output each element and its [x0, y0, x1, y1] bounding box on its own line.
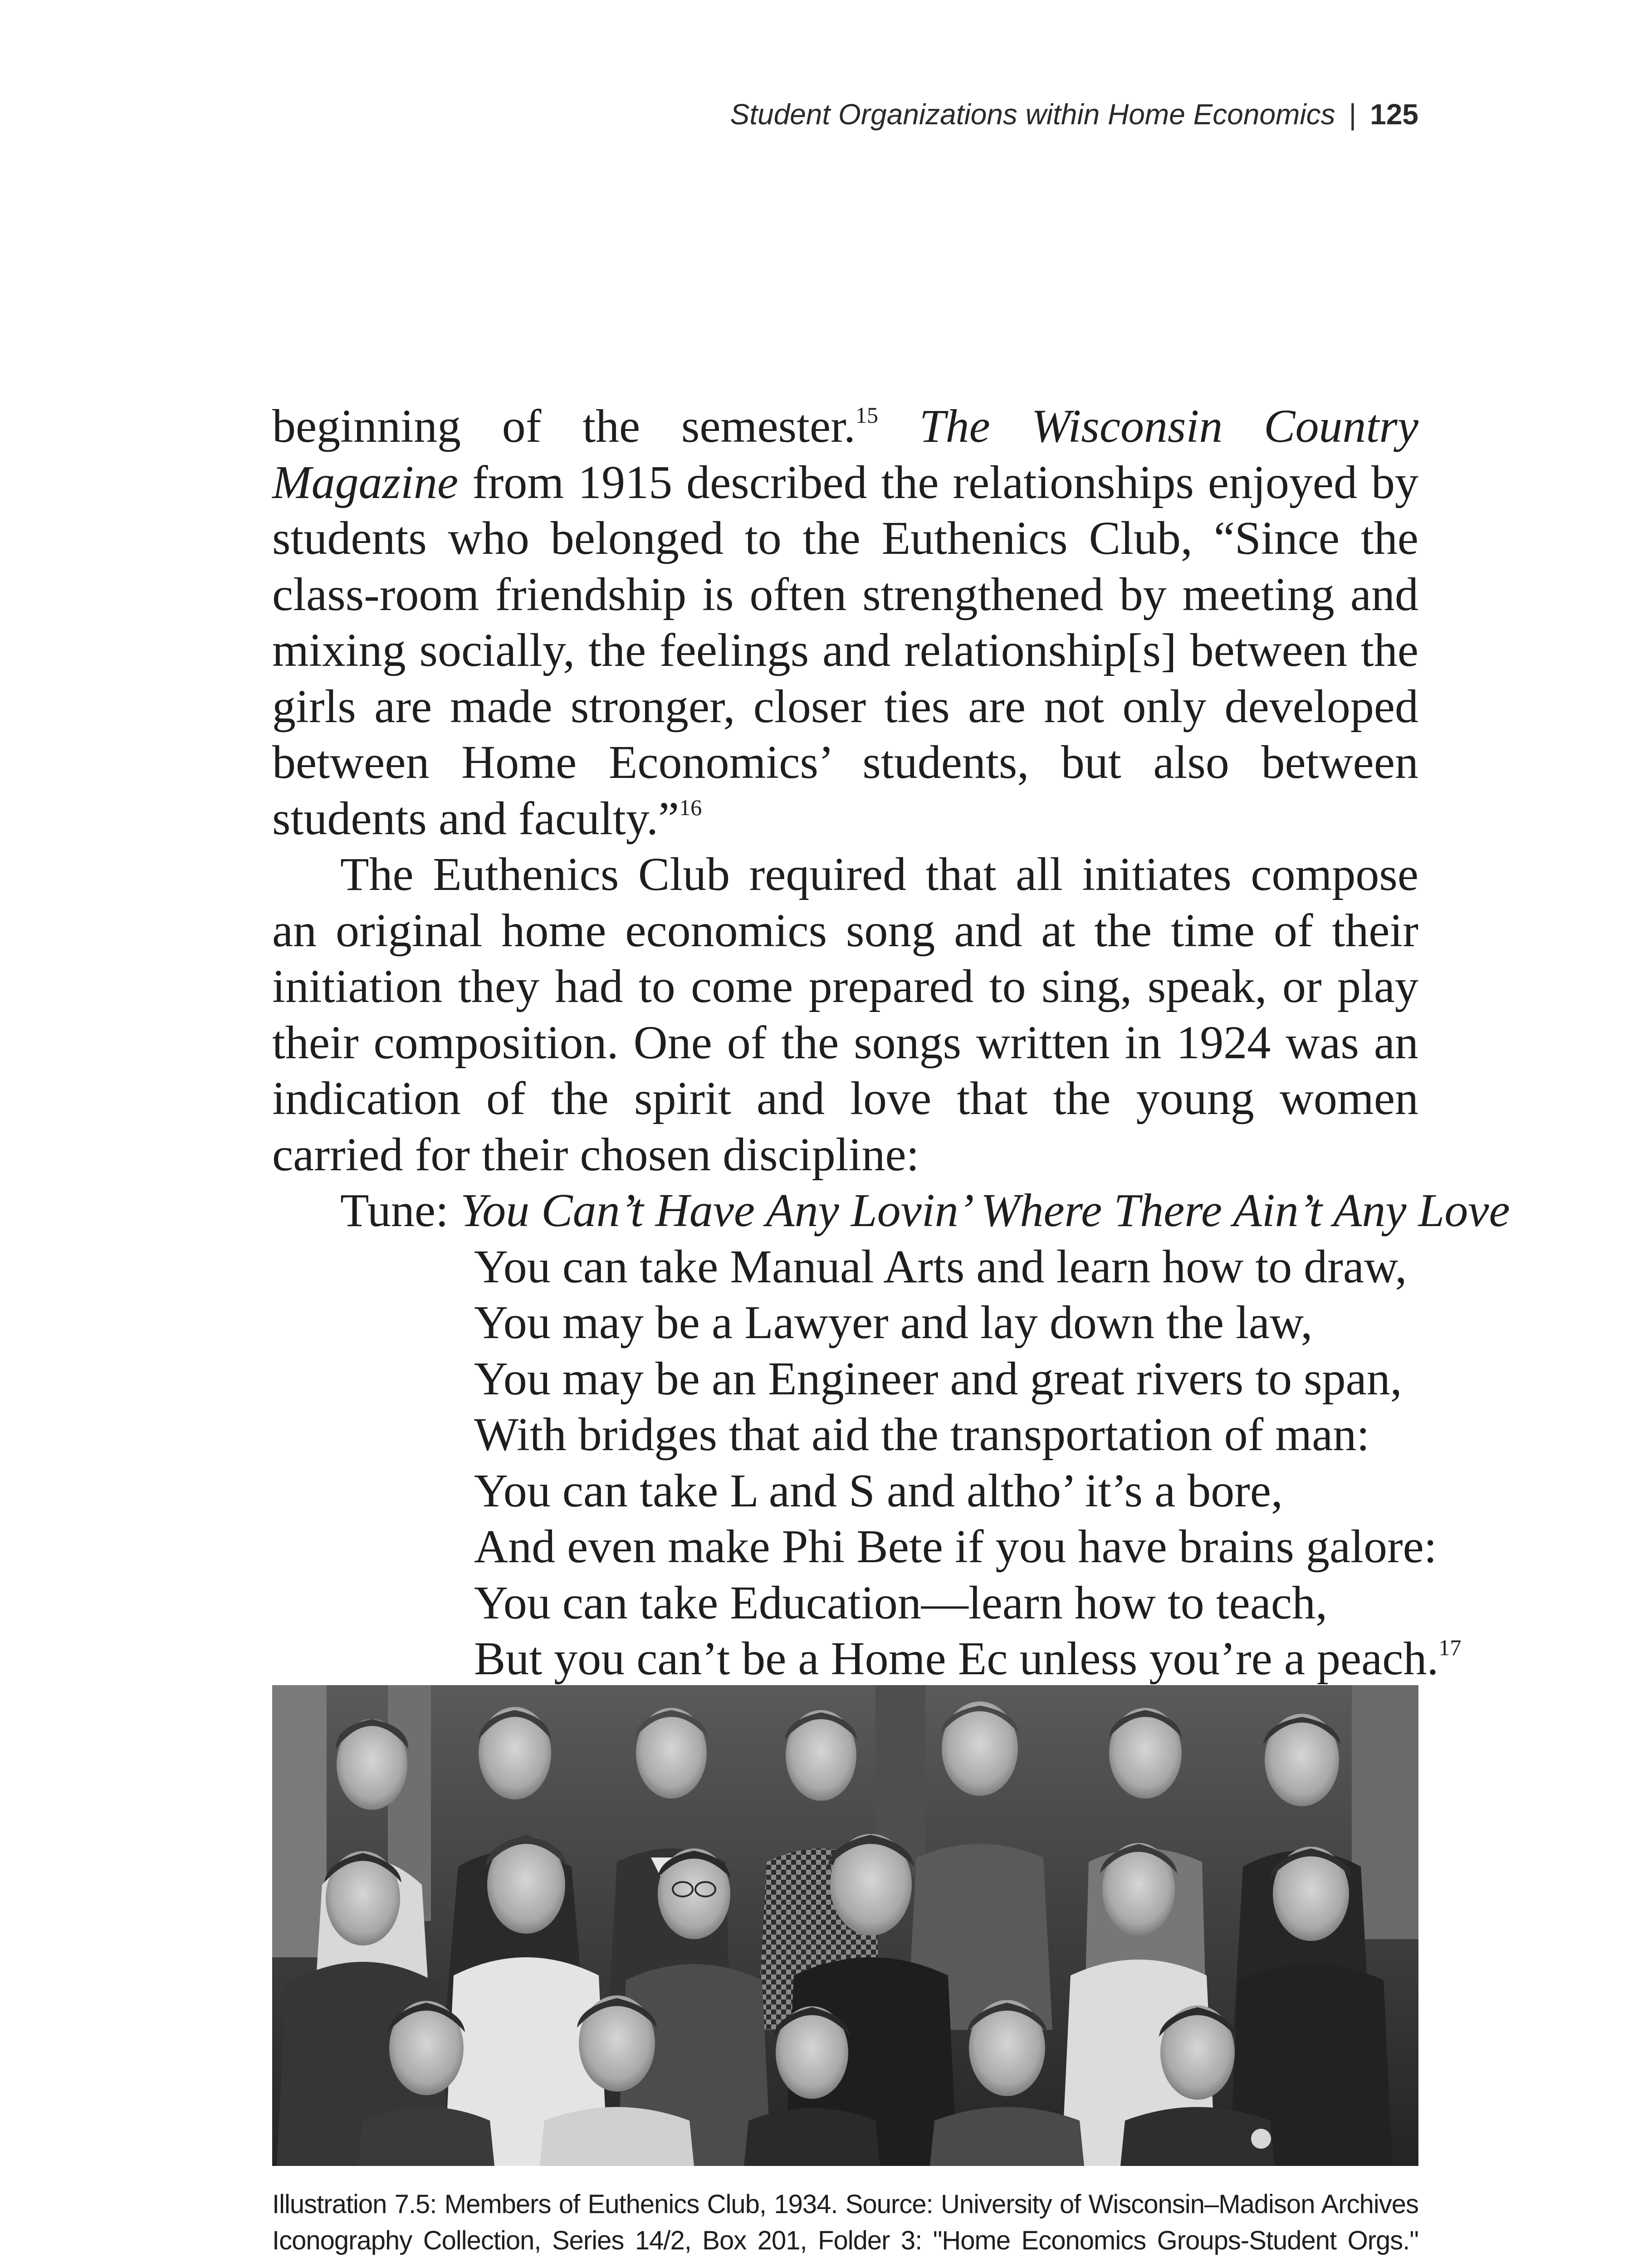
caption-line-1: Illustration 7.5: Members of Euthenics Club, 1934. Source: University of Wisconsin–Madison Archives [272, 2190, 1418, 2219]
running-head-title: Student Organizations within Home Economics [730, 98, 1335, 131]
verse-line: You can take L and S and altho’ it’s a bore, [474, 1464, 1283, 1517]
running-head-separator: | [1349, 98, 1357, 131]
body-text [272, 398, 1510, 1799]
verse-line: And even make Phi Bete if you have brains galore: [474, 1520, 1437, 1573]
group-photograph [272, 1685, 1418, 2166]
running-head [272, 96, 1418, 132]
verse-line: You may be a Lawyer and lay down the law, [474, 1296, 1313, 1349]
verse-line [474, 1631, 1462, 1687]
paragraph-2: The Euthenics Club required that all initiates compose an original home economics song and at the time of their initiation they had to come prepared to sing, speak, or play their composition. One of the songs written in 1924 was an indication of the spirit and love that the young women carried for their chosen discipline: [272, 848, 1418, 1181]
magazine-title: The Wisconsin Country Magazine [272, 400, 1419, 508]
paragraph-1-text-b: from 1915 described the relationships enjoyed by students who belonged to the Euthenics Club, “Since the class-room friendship is often strengthened by meeting and mixing socially, the feelings and relationship[s] between the girls are made stronger, closer ties are not only developed between Home Economics’ students, but also between students and faculty.” [272, 456, 1418, 845]
footnote-ref-15: 15 [856, 402, 879, 428]
tune-label: Tune: [340, 1184, 460, 1237]
page-number: 125 [1370, 98, 1418, 131]
footnote-ref-17: 17 [1438, 1635, 1462, 1661]
illustration-caption [272, 2186, 1418, 2259]
paragraph-1-text-a: beginning of the semester. [272, 400, 856, 452]
song-verse [272, 1239, 1462, 1687]
verse-line: You may be an Engineer and great rivers to span, [474, 1352, 1402, 1405]
verse-line: You can take Manual Arts and learn how to draw, [474, 1240, 1407, 1293]
footnote-ref-16: 16 [679, 794, 702, 820]
paragraph-1 [272, 398, 1418, 846]
tune-title: You Can’t Have Any Lovin’ Where There Ain’t Any Love [460, 1184, 1510, 1237]
verse-line-last-text: But you can’t be a Home Ec unless you’re a peach. [474, 1633, 1439, 1685]
verse-line: You can take Education—learn how to teach, [474, 1576, 1328, 1629]
tune-line [272, 1183, 1510, 1239]
verse-line: With bridges that aid the transportation of man: [474, 1408, 1370, 1461]
caption-line-2: Iconography Collection, Series 14/2, Box 201, Folder 3: "Home Economics Groups-Student Orgs." [272, 2226, 1418, 2255]
